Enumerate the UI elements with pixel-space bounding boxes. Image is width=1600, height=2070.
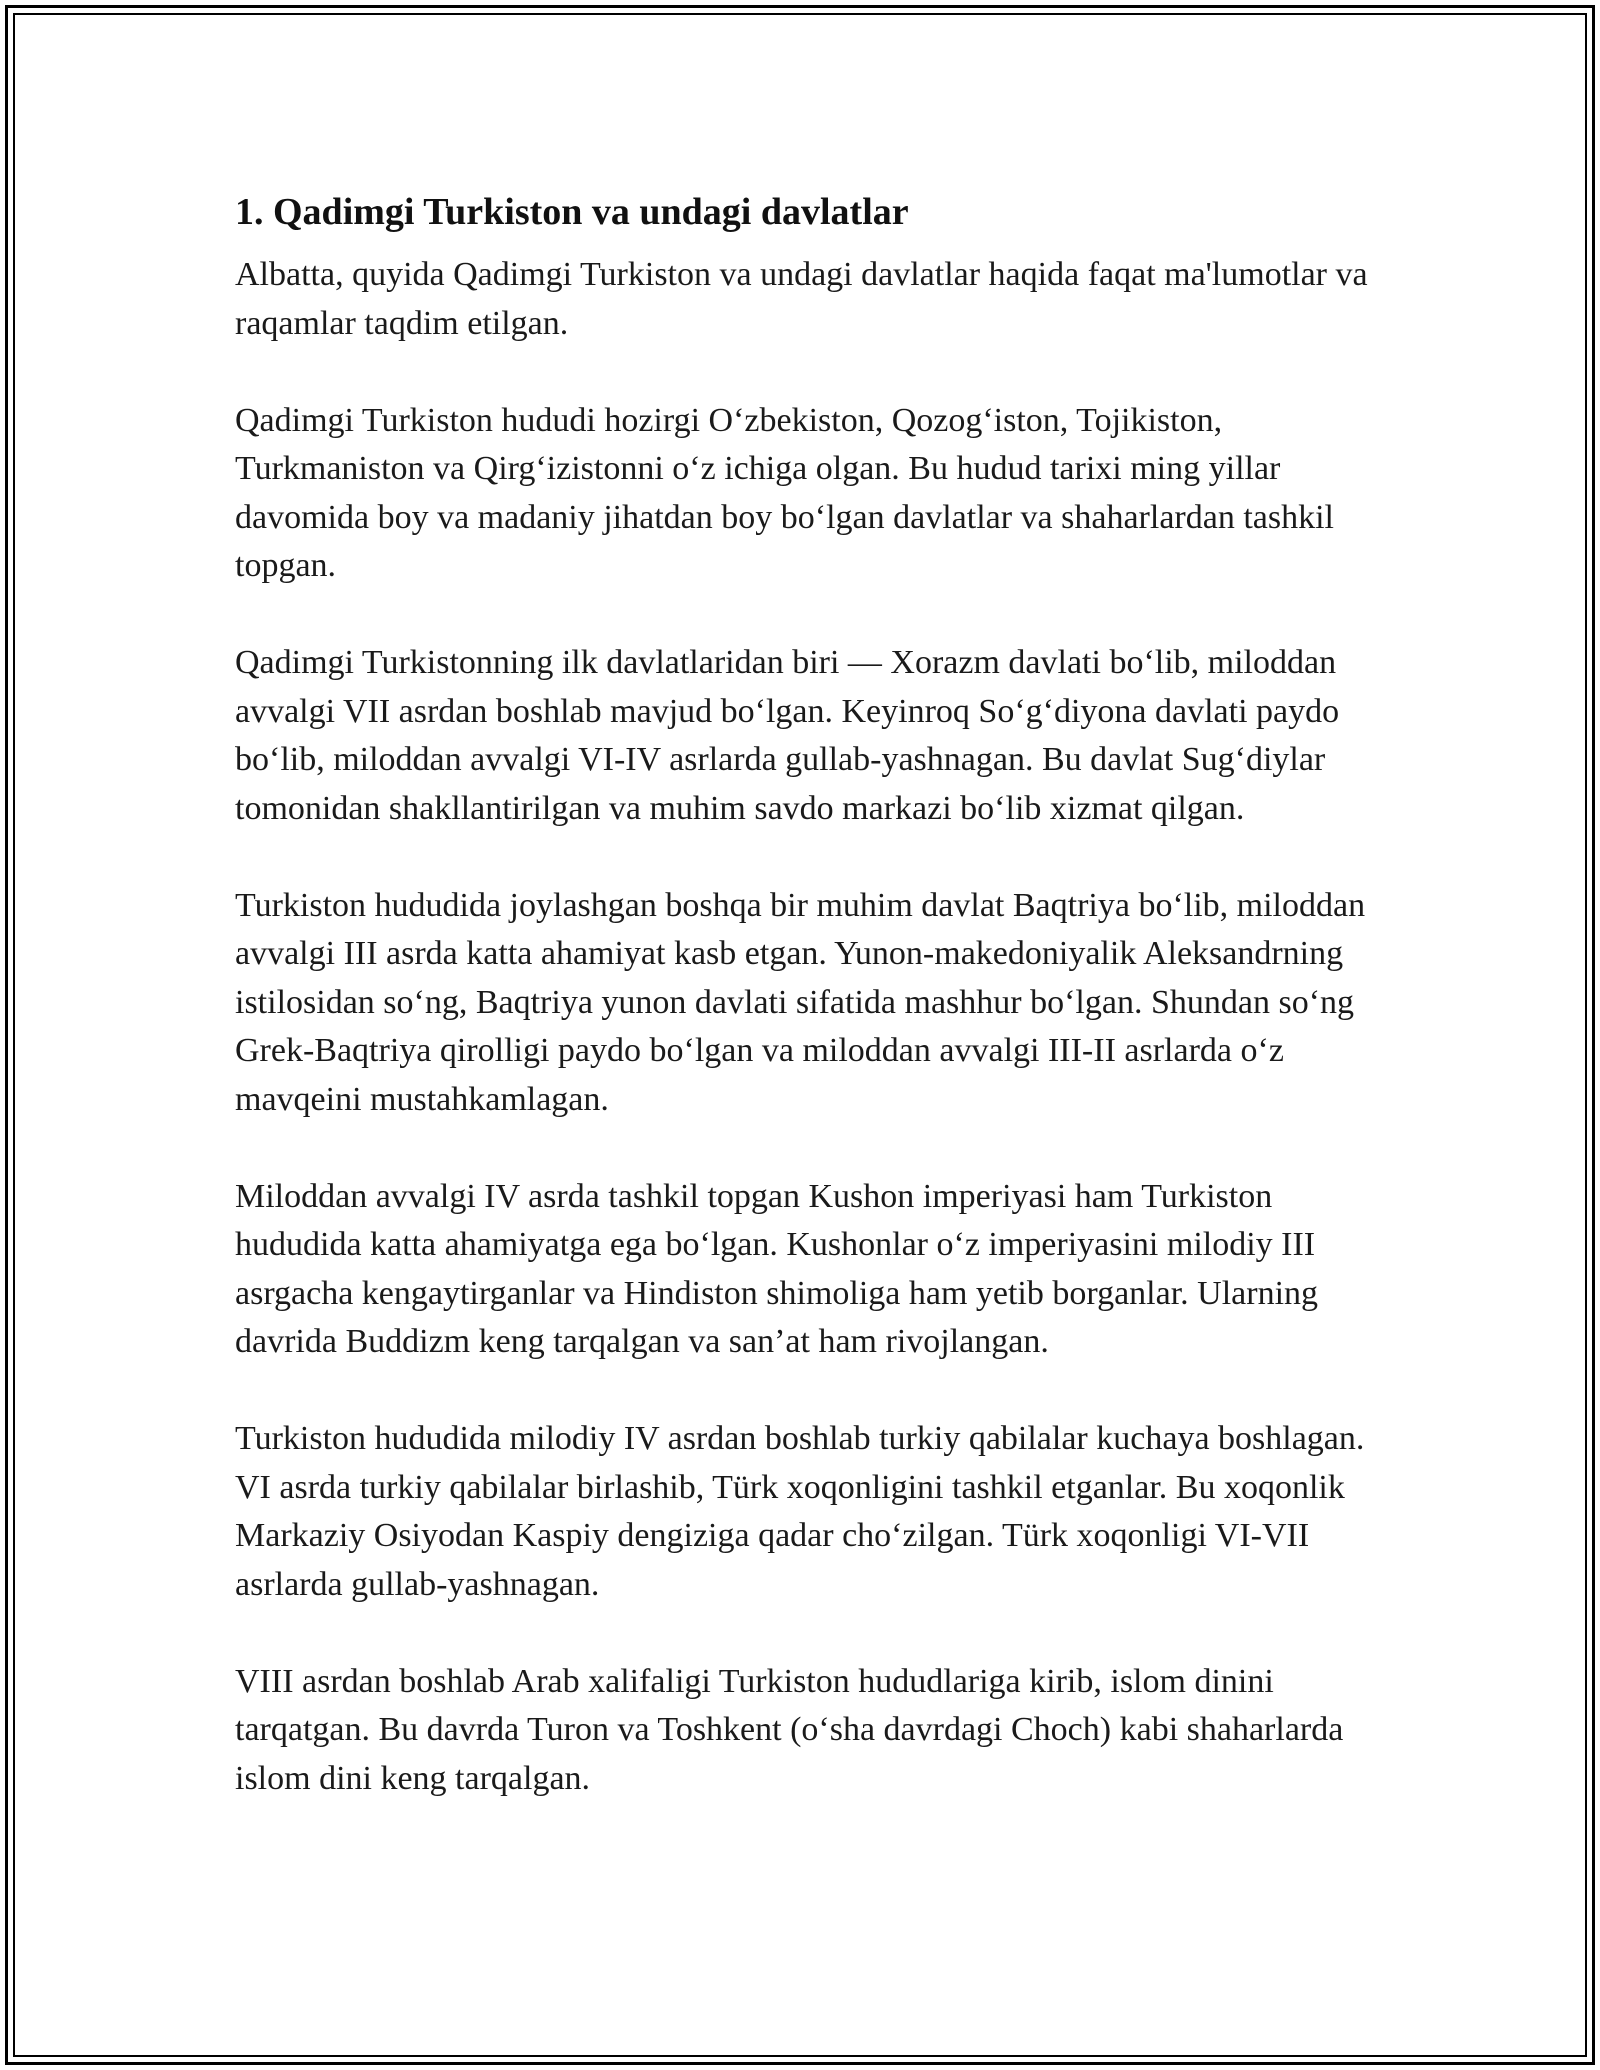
document-body: [235, 185, 1405, 1852]
paragraph-intro: Albatta, quyida Qadimgi Turkiston va undagi davlatlar haqida faqat ma'lumotlar va raqamlar taqdim etilgan.: [235, 256, 1368, 342]
paragraph-khorezm-sogdiana: Qadimgi Turkistonning ilk davlatlaridan biri — Xorazm davlati bo‘lib, miloddan avvalgi VII asrdan boshlab mavjud bo‘lgan. Keyinroq So‘g‘diyona davlati paydo bo‘lib, miloddan avvalgi VI-IV asrlarda gullab-yashnagan. Bu davlat Sug‘diylar tomonidan shakllantirilgan va muhim savdo markazi bo‘lib xizmat qilgan.: [235, 644, 1340, 827]
section-heading: 1. Qadimgi Turkiston va undagi davlatlar: [235, 191, 909, 233]
paragraph-bactria: Turkiston hududida joylashgan boshqa bir muhim davlat Baqtriya bo‘lib, miloddan avvalgi III asrda katta ahamiyat kasb etgan. Yunon-makedoniyalik Aleksandrning istilosidan so‘ng, Baqtriya yunon davlati sifatida mashhur bo‘lgan. Shundan so‘ng Grek-Baqtriya qirolligi paydo bo‘lgan va miloddan avvalgi III-II asrlarda o‘z mavqeini mustahkamlagan.: [235, 886, 1366, 1118]
paragraph-kushan: Miloddan avvalgi IV asrda tashkil topgan Kushon imperiyasi ham Turkiston hududida katta ahamiyatga ega bo‘lgan. Kushonlar o‘z imperiyasini milodiy III asrgacha kengaytirganlar va Hindiston shimoliga ham yetib borganlar. Ularning davrida Buddizm keng tarqalgan va san’at ham rivojlangan.: [235, 1177, 1319, 1360]
paragraph-turkic-khaganate: Turkiston hududida milodiy IV asrdan boshlab turkiy qabilalar kuchaya boshlagan. VI asrda turkiy qabilalar birlashib, Türk xoqonligini tashkil etganlar. Bu xoqonlik Markaziy Osiyodan Kaspiy dengiziga qadar cho‘zilgan. Türk xoqonligi VI-VII asrlarda gullab-yashnagan.: [235, 1420, 1365, 1603]
paragraph-arab-caliphate: VIII asrdan boshlab Arab xalifaligi Turkiston hududlariga kirib, islom dinini tarqatgan. Bu davrda Turon va Toshkent (o‘sha davrdagi Choch) kabi shaharlarda islom dini keng tarqalgan.: [235, 1662, 1344, 1797]
paragraph-territory: Qadimgi Turkiston hududi hozirgi O‘zbekiston, Qozog‘iston, Tojikiston, Turkmaniston va Qirg‘izistonni o‘z ichiga olgan. Bu hudud tarixi ming yillar davomida boy va madaniy jihatdan boy bo‘lgan davlatlar va shaharlardan tashkil topgan.: [235, 401, 1334, 584]
